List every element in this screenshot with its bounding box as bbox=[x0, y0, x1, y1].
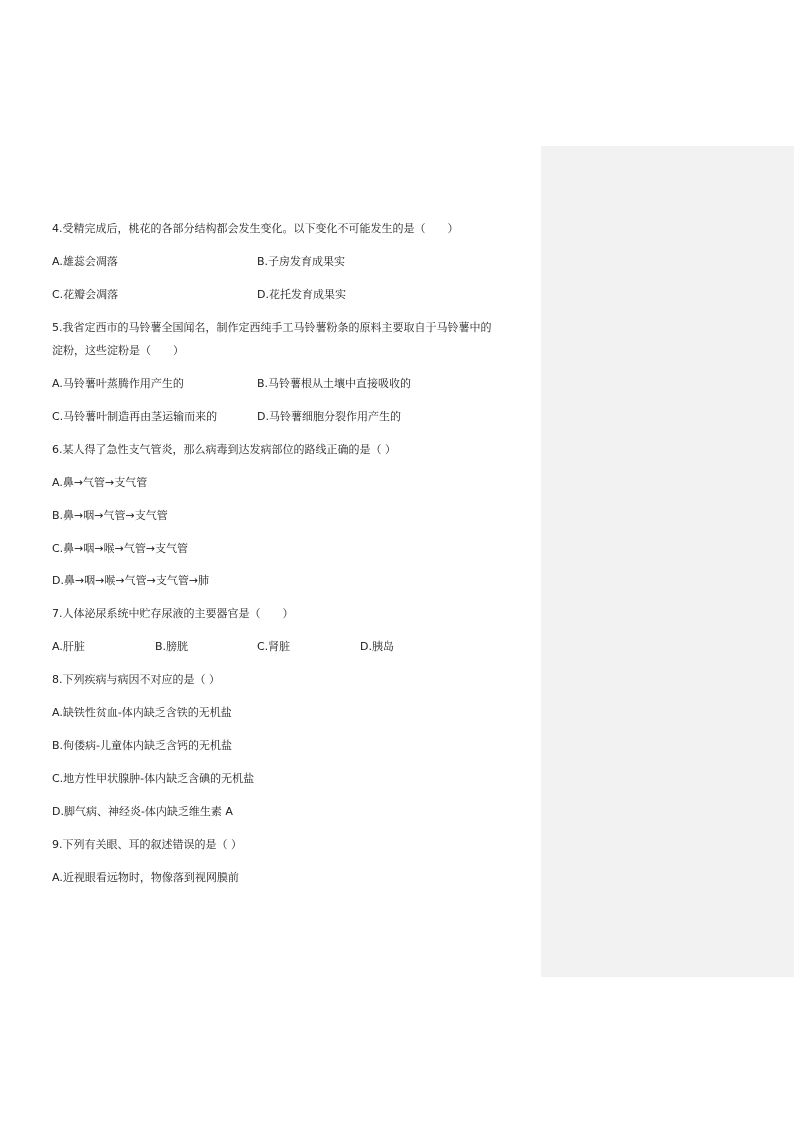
question-6-option-c: C.鼻→咽→喉→气管→支气管 bbox=[52, 542, 189, 555]
question-5-option-c: C.马铃薯叶制造再由茎运输而来的 bbox=[52, 410, 218, 423]
question-5-option-a: A.马铃薯叶蒸腾作用产生的 bbox=[52, 377, 184, 390]
question-5-option-b: B.马铃薯根从土壤中直接吸收的 bbox=[257, 377, 412, 390]
question-4-options-row-2 bbox=[52, 287, 532, 303]
question-9-stem: 9.下列有关眼、耳的叙述错误的是（ ） bbox=[52, 838, 242, 851]
question-4-option-a: A.雄蕊会凋落 bbox=[52, 255, 118, 268]
question-8-option-a: A.缺铁性贫血-体内缺乏含铁的无机盐 bbox=[52, 706, 232, 719]
question-6-stem: 6.某人得了急性支气管炎，那么病毒到达发病部位的路线正确的是（ ） bbox=[52, 443, 396, 456]
question-8-stem: 8.下列疾病与病因不对应的是（ ） bbox=[52, 673, 220, 686]
question-6-option-a: A.鼻→气管→支气管 bbox=[52, 476, 148, 489]
comment-margin-pane bbox=[541, 146, 794, 977]
question-5-stem-line-2: 淀粉，这些淀粉是（ ） bbox=[52, 344, 184, 357]
question-8-option-b: B.佝偻病-儿童体内缺乏含钙的无机盐 bbox=[52, 739, 233, 752]
question-6-option-b: B.鼻→咽→气管→支气管 bbox=[52, 509, 168, 522]
question-7-option-c: C.肾脏 bbox=[257, 640, 291, 653]
question-4-option-c: C.花瓣会凋落 bbox=[52, 288, 119, 301]
question-4-stem: 4.受精完成后，桃花的各部分结构都会发生变化。以下变化不可能发生的是（ ） bbox=[52, 222, 459, 235]
question-7-option-b: B.膀胱 bbox=[155, 640, 189, 653]
question-6-option-d: D.鼻→咽→喉→气管→支气管→肺 bbox=[52, 574, 210, 587]
question-7-option-a: A.肝脏 bbox=[52, 640, 85, 653]
question-5-stem-line-1: 5.我省定西市的马铃薯全国闻名，制作定西纯手工马铃薯粉条的原料主要取自于马铃薯中的 bbox=[52, 321, 492, 334]
question-4-option-b: B.子房发育成果实 bbox=[257, 255, 346, 268]
question-8-option-d: D.脚气病、神经炎-体内缺乏维生素 A bbox=[52, 805, 233, 818]
question-4-options-row-1 bbox=[52, 254, 532, 270]
question-4-option-d: D.花托发育成果实 bbox=[257, 288, 346, 301]
question-5-options-row-1 bbox=[52, 376, 532, 392]
question-5-options-row-2 bbox=[52, 409, 532, 425]
question-9-option-a: A.近视眼看远物时，物像落到视网膜前 bbox=[52, 871, 239, 884]
question-8-option-c: C.地方性甲状腺肿-体内缺乏含碘的无机盐 bbox=[52, 772, 255, 785]
question-7-options-row bbox=[52, 639, 532, 655]
question-5-option-d: D.马铃薯细胞分裂作用产生的 bbox=[257, 410, 401, 423]
question-7-option-d: D.胰岛 bbox=[360, 640, 394, 653]
question-7-stem: 7.人体泌尿系统中贮存尿液的主要器官是（ ） bbox=[52, 607, 294, 620]
